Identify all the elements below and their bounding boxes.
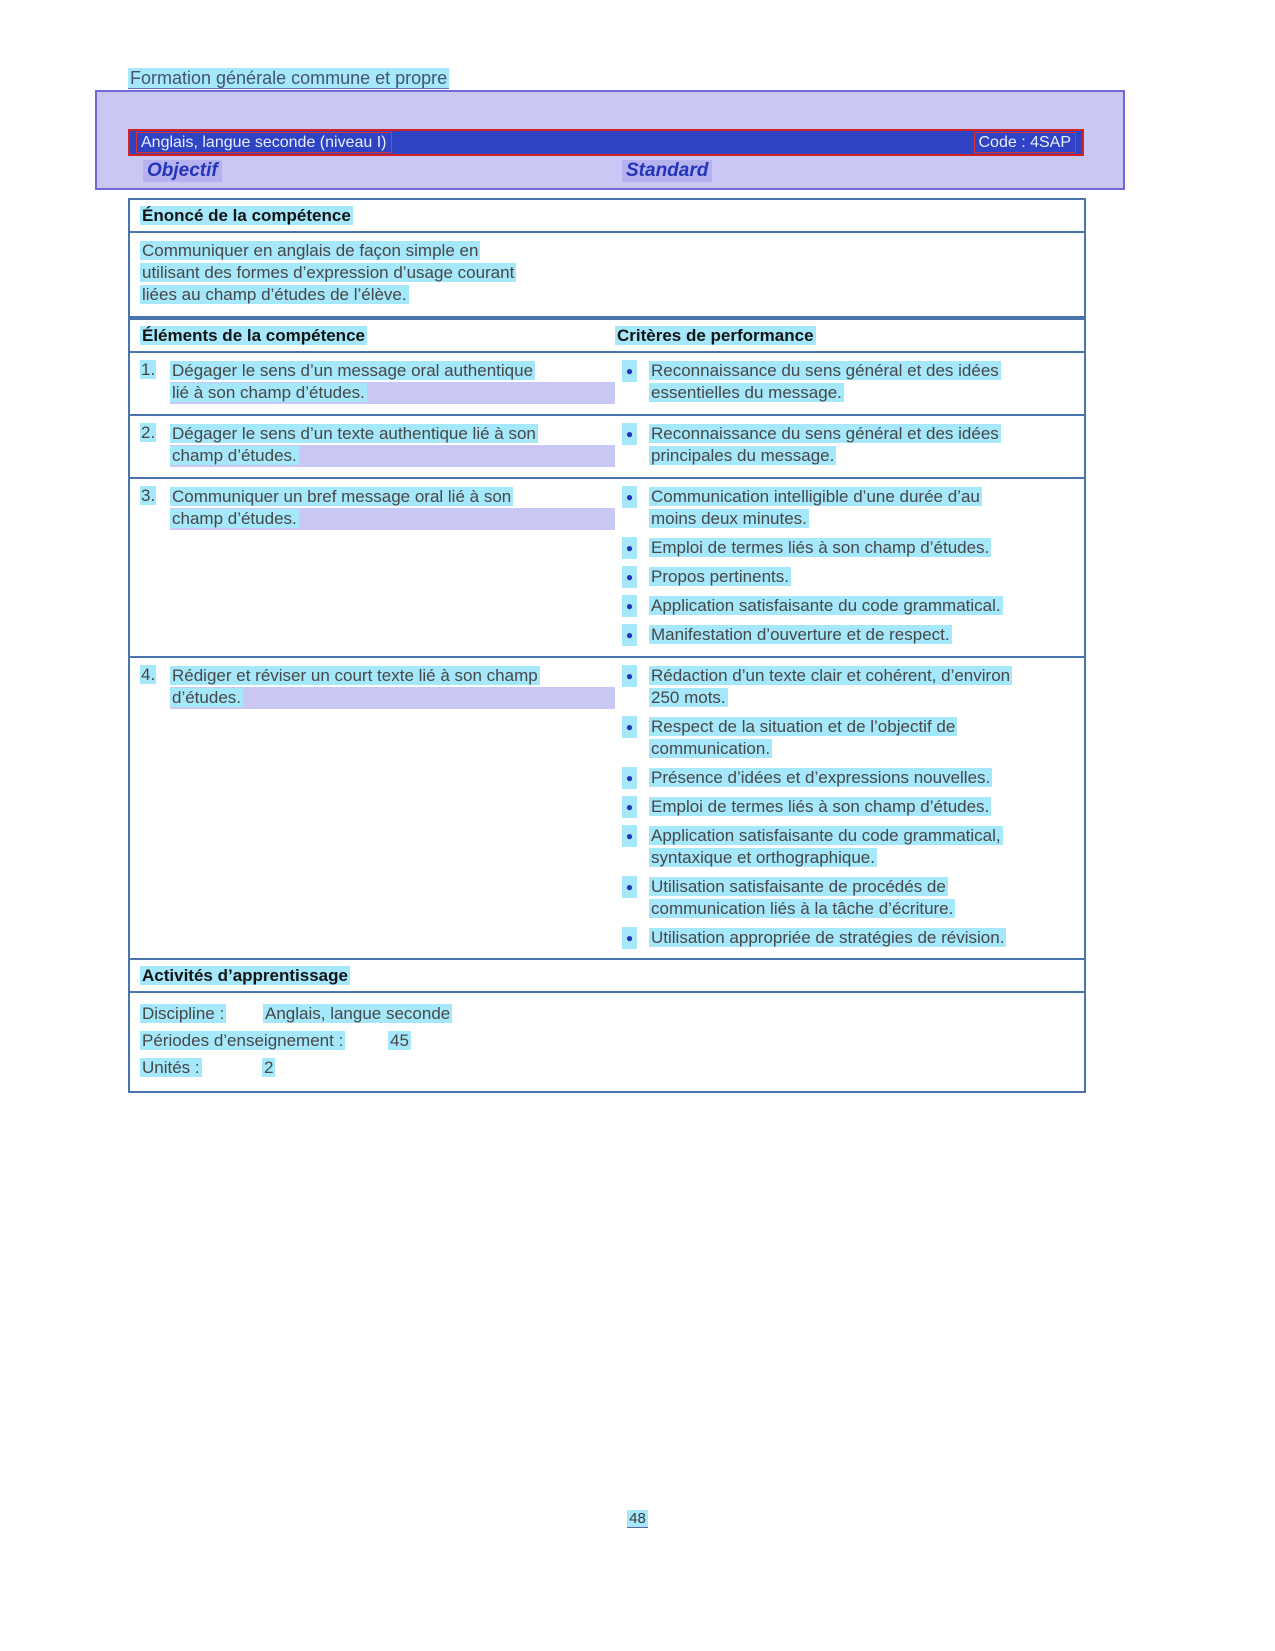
section-title xyxy=(128,68,449,89)
element-cell xyxy=(130,360,615,404)
bullet-icon xyxy=(622,796,637,818)
criterion: ● Utilisation satisfaisante de procédés de communication liés à la tâche d’écriture. xyxy=(615,876,1076,920)
bullet-icon xyxy=(622,665,637,687)
bullet-icon xyxy=(622,486,637,508)
competence-table xyxy=(128,318,1086,961)
bullet-icon xyxy=(622,876,637,898)
unites-row xyxy=(140,1054,1074,1081)
element-text: Rédiger et réviser un court texte lié à son champ d’études. xyxy=(170,665,615,709)
bullet-icon xyxy=(622,624,637,646)
element-text: Dégager le sens d’un message oral authentique lié à son champ d’études. xyxy=(170,360,615,404)
element-item xyxy=(140,423,615,467)
criterion: ● Emploi de termes liés à son champ d’études. xyxy=(615,537,1076,559)
criterion: ● Application satisfaisante du code grammatical, syntaxique et orthographique. xyxy=(615,825,1076,869)
criteria-cell xyxy=(615,486,1084,646)
criteres-header: Critères de performance xyxy=(617,326,814,345)
elements-header-cell xyxy=(130,325,615,347)
element-cell xyxy=(130,665,615,949)
element-cell xyxy=(130,486,615,646)
criterion: ● Propos pertinents. xyxy=(615,566,1076,588)
element-item xyxy=(140,665,615,709)
bullet-icon xyxy=(622,423,637,445)
enonce-line: utilisant des formes d’expression d’usage courant xyxy=(142,263,515,282)
header-box xyxy=(95,90,1125,190)
discipline-value: Anglais, langue seconde xyxy=(265,1004,451,1023)
course-code: Code : 4SAP xyxy=(974,132,1077,153)
elements-header: Éléments de la compétence xyxy=(142,326,365,345)
page-number: 48 xyxy=(629,1510,646,1527)
item-number: 4. xyxy=(141,665,156,684)
section-title-text: Formation générale commune et propre xyxy=(130,68,448,88)
enonce-header-row xyxy=(130,200,1084,233)
criterion: ● Respect de la situation et de l’objectif de communication. xyxy=(615,716,1076,760)
bullet-icon xyxy=(622,566,637,588)
element-item xyxy=(140,486,615,530)
objectif-label: Objectif xyxy=(143,160,222,182)
item-number: 1. xyxy=(141,360,156,379)
bullet-icon xyxy=(622,927,637,949)
element-text: Communiquer un bref message oral lié à son champ d’études. xyxy=(170,486,615,530)
element-cell xyxy=(130,423,615,467)
element-item xyxy=(140,360,615,404)
competence-row xyxy=(130,353,1084,414)
criterion: ● Application satisfaisante du code grammatical. xyxy=(615,595,1076,617)
activites-body xyxy=(130,993,1084,1091)
criterion: ● Présence d’idées et d’expressions nouvelles. xyxy=(615,767,1076,789)
criterion: ● Emploi de termes liés à son champ d’études. xyxy=(615,796,1076,818)
competence-row xyxy=(130,477,1084,656)
item-number: 3. xyxy=(141,486,156,505)
item-number: 2. xyxy=(141,423,156,442)
criterion: ● Rédaction d’un texte clair et cohérent, d’environ 250 mots. xyxy=(615,665,1076,709)
enonce-table xyxy=(128,198,1086,318)
unites-value: 2 xyxy=(264,1058,274,1077)
enonce-header: Énoncé de la compétence xyxy=(142,206,351,225)
activites-header-row xyxy=(130,960,1084,993)
bullet-icon xyxy=(622,716,637,738)
bullet-icon xyxy=(622,360,637,382)
discipline-row xyxy=(140,1000,1074,1027)
discipline-label: Discipline : xyxy=(142,1004,225,1023)
course-title: Anglais, langue seconde (niveau I) xyxy=(136,132,392,153)
enonce-line: Communiquer en anglais de façon simple en xyxy=(142,241,479,260)
criteres-header-cell xyxy=(615,325,1084,347)
criteria-cell xyxy=(615,360,1084,404)
bullet-icon xyxy=(622,825,637,847)
standard-label: Standard xyxy=(622,160,712,182)
element-text: Dégager le sens d’un texte authentique lié à son champ d’études. xyxy=(170,423,615,467)
criterion: ● Reconnaissance du sens général et des idées essentielles du message. xyxy=(615,360,1076,404)
criterion: ● Utilisation appropriée de stratégies de révision. xyxy=(615,927,1076,949)
periodes-label: Périodes d’enseignement : xyxy=(142,1031,344,1050)
activites-header: Activités d’apprentissage xyxy=(142,966,348,985)
bullet-icon xyxy=(622,537,637,559)
competence-row xyxy=(130,414,1084,477)
enonce-line: liées au champ d’études de l’élève. xyxy=(142,285,407,304)
competence-header-row xyxy=(130,320,1084,353)
enonce-body xyxy=(130,233,1084,316)
bullet-icon xyxy=(622,595,637,617)
criteria-cell xyxy=(615,423,1084,467)
criteria-cell xyxy=(615,665,1084,949)
unites-label: Unités : xyxy=(142,1058,200,1077)
criterion: ● Manifestation d’ouverture et de respect. xyxy=(615,624,1076,646)
criterion: ● Communication intelligible d’une durée d’au moins deux minutes. xyxy=(615,486,1076,530)
periodes-value: 45 xyxy=(390,1031,409,1050)
course-title-bar xyxy=(128,129,1084,156)
bullet-icon xyxy=(622,767,637,789)
criterion: ● Reconnaissance du sens général et des idées principales du message. xyxy=(615,423,1076,467)
competence-row xyxy=(130,656,1084,959)
periodes-row xyxy=(140,1027,1074,1054)
activites-table xyxy=(128,958,1086,1093)
